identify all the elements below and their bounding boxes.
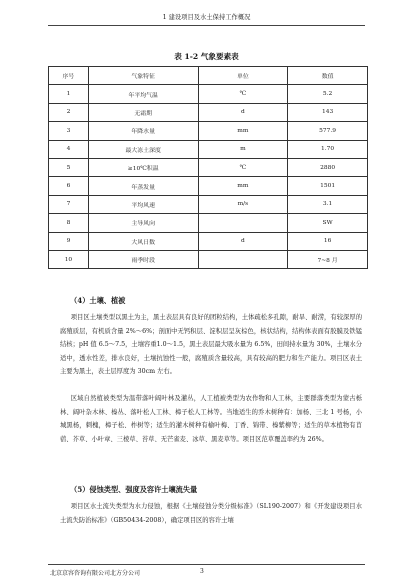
table-cell: 143 <box>288 103 368 121</box>
table-cell: 1.70 <box>288 140 368 158</box>
table-row <box>49 250 368 268</box>
table-cell: 5 <box>49 158 89 176</box>
table-row <box>49 195 368 213</box>
table-cell: 7 <box>49 195 89 213</box>
table-cell: 1501 <box>288 177 368 195</box>
table-cell: 5.2 <box>288 85 368 103</box>
table-cell: 16 <box>288 232 368 250</box>
table-cell: 年降水量 <box>88 122 198 140</box>
table-row <box>49 214 368 232</box>
column-header: 单位 <box>198 67 288 85</box>
page-number: 3 <box>200 568 204 575</box>
table-cell: m <box>198 140 288 158</box>
table-header-row <box>49 67 368 85</box>
table-row <box>49 140 368 158</box>
table-cell: d <box>198 232 288 250</box>
table-cell: 无霜期 <box>88 103 198 121</box>
column-header: 序号 <box>49 67 89 85</box>
table-cell: SW <box>288 214 368 232</box>
table-cell: 大风日数 <box>88 232 198 250</box>
section-heading-erosion: （5）侵蚀类型、强度及容许土壤流失量 <box>70 485 198 494</box>
table-row <box>49 232 368 250</box>
table-title: 表 1-2 气象要素表 <box>174 52 239 61</box>
table-cell: 年蒸发量 <box>88 177 198 195</box>
table-row <box>49 85 368 103</box>
table-cell: 3 <box>49 122 89 140</box>
table-cell: 577.9 <box>288 122 368 140</box>
table-cell: 2 <box>49 103 89 121</box>
table-cell: 3.1 <box>288 195 368 213</box>
table-cell: 最大冻土深度 <box>88 140 198 158</box>
table-cell: 4 <box>49 140 89 158</box>
table-cell: 平均风速 <box>88 195 198 213</box>
footer-company: 北京京容咨询有限公司北方分公司 <box>50 570 141 577</box>
table-row <box>49 158 368 176</box>
table-cell <box>198 250 288 268</box>
meteorological-table <box>48 66 368 269</box>
table-cell: d <box>198 103 288 121</box>
table-cell: 6 <box>49 177 89 195</box>
column-header: 气象特征 <box>88 67 198 85</box>
table-cell: 8 <box>49 214 89 232</box>
table-cell: 9 <box>49 232 89 250</box>
table-cell: ℃ <box>198 85 288 103</box>
table-row <box>49 177 368 195</box>
paragraph-erosion: 项目区水土流失类型为水力侵蚀，根据《土壤侵蚀分类分级标准》（SL190-2007）和《开发建设项目水土流失防治标准》（GB50434-2008），确定项目区的容许土壤 <box>60 503 362 524</box>
table-row <box>49 103 368 121</box>
table-cell: mm <box>198 122 288 140</box>
table-cell: 年平均气温 <box>88 85 198 103</box>
table-cell <box>198 214 288 232</box>
table-cell: ℃ <box>198 158 288 176</box>
header-title: 1 建设项目及水土保持工作概况 <box>162 14 251 21</box>
table-cell: 7~8 月 <box>288 250 368 268</box>
table-cell: ≥10℃积温 <box>88 158 198 176</box>
page-footer <box>48 564 365 577</box>
table-cell: 1 <box>49 85 89 103</box>
table-cell: 10 <box>49 250 89 268</box>
paragraph-vegetation: 区域自然植被类型为温带落叶阔叶林及灌丛，人工植被类型为农作物和人工林，主要群落类型为蒙古栎林、阔叶杂木林、榛丛、落叶松人工林、樟子松人工林等。当地适生的乔木树种有：加杨、三北 1 号杨，小城黑杨，刺槐，樟子松、柞树等；适生的灌木树种有榆叶梅、丁香、锦带、榛紫柳等；适生的草本植物有苜蓿、芥草、小叶章、三棱草、苔草、无芒雀麦、冰草、黑麦草等。项目区范草覆盖率约为 26%。 <box>60 395 362 443</box>
table-cell: mm <box>198 177 288 195</box>
table-row <box>49 122 368 140</box>
table-cell: m/s <box>198 195 288 213</box>
table-cell: 雨季时段 <box>88 250 198 268</box>
column-header: 数值 <box>288 67 368 85</box>
section-heading-soil-vegetation: （4）土壤、植被 <box>70 296 126 305</box>
page-header <box>48 13 365 26</box>
table-cell: 2880 <box>288 158 368 176</box>
table-cell: 主导风向 <box>88 214 198 232</box>
table-body <box>49 85 368 269</box>
paragraph-soil: 项目区土壤类型以黑土为主，黑土表层具有良好的团粒结构，土体疏松多孔隙，耐旱、耐涝，有较深厚的腐殖质层，有机质含量 2%～6%；剖面中无钙积层、淀积层呈灰棕色，核状结构，结构体表面有胶膜及铁锰结核；pH 值 6.5～7.5，土壤容重1.0～1.5，黑土表层最大吸水量为 6.5%，田间持水量为 30%，土壤水分适中，透水性差，排水良好，土壤抗蚀性一般，腐殖质含量较高，具有较高的肥力和生产能力。项目区表土主要为黑土，表土层厚度为 30cm 左右。 <box>60 314 362 375</box>
